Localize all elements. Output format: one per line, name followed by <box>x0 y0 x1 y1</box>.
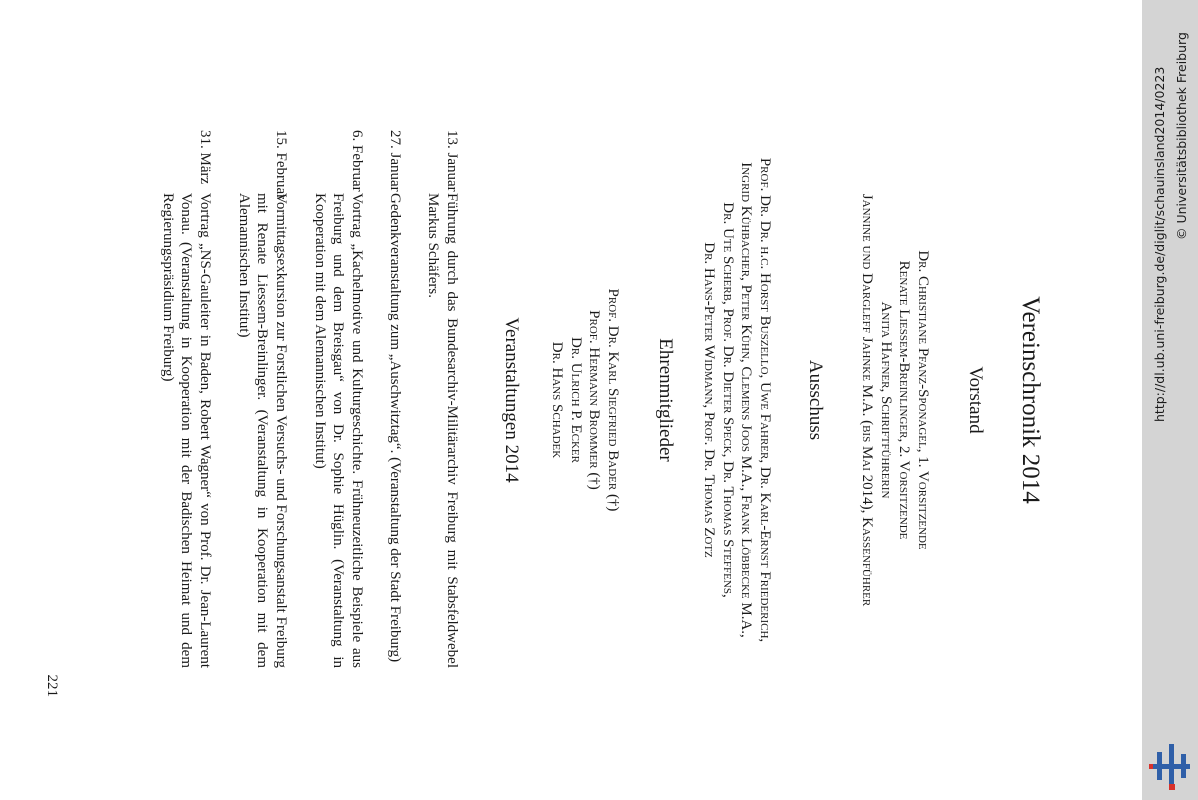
section-heading-ausschuss: Ausschuss <box>805 359 826 441</box>
ehrenmitglied-line: Prof. Dr. Karl Siegfried Bader (†) <box>605 288 621 512</box>
ausschuss-line: Ingrid Kühbacher, Peter Kühn, Clemens Joos M.A., Frank Löbbecke M.A., <box>738 162 755 638</box>
vorstand-line: Jannine und Dargleff Jahnke M.A. (bis Mai 2014), Kassenführer <box>859 193 876 607</box>
section-heading-vorstand: Vorstand <box>965 366 986 434</box>
event-text: Vormittagsexkursion zur Forstlichen Versuchs- und Forschungsanstalt Freiburg mit Renate Liessem-Breinlinger. (Veranstaltung in Kooperation mit dem Alemannischen Institut) <box>236 193 289 668</box>
event-text: Führung durch das Bundesarchiv-Militärarchiv Freiburg mit Stabsfeldwebel Markus Schäfers. <box>425 193 460 668</box>
event-date: 13. Januar <box>444 130 460 192</box>
logo-accent-square <box>1169 784 1175 790</box>
library-sidebar <box>1142 0 1198 800</box>
vorstand-list <box>858 0 932 800</box>
event-date: 15. Februar <box>273 130 289 200</box>
event-text: Vortrag „NS-Gauleiter in Baden, Robert Wagner“ von Prof. Dr. Jean-Laurent Vonau. (Veranstaltung in Kooperation mit der Badischen Heimat und dem Regierungspräsidium Freiburg) <box>160 193 213 668</box>
document-url-link[interactable]: http://dl.ub.uni-freiburg.de/diglit/schauinsland2014/0223 <box>1152 66 1167 422</box>
ehrenmitglied-line: Dr. Ulrich P. Ecker <box>568 337 584 463</box>
vorstand-line: Dr. Christiane Pfanz-Sponagel, 1. Vorsitzende <box>915 250 931 550</box>
vorstand-line: Anita Hafner, Schriftführerin <box>878 301 894 499</box>
ausschuss-line: Dr. Ute Scherb, Prof. Dr. Dieter Speck, Dr. Thomas Steffens, <box>720 202 736 598</box>
copyright-notice: © Universitätsbibliothek Freiburg <box>1174 32 1189 240</box>
ub-freiburg-logo-icon <box>1148 740 1194 792</box>
event-date: 27. Januar <box>387 130 403 192</box>
ehrenmitglied-line: Dr. Hans Schadek <box>549 341 566 459</box>
logo-accent-square <box>1149 764 1153 769</box>
logo-bar-vertical <box>1181 754 1186 778</box>
event-date: 6. Februar <box>349 130 365 192</box>
section-heading-veranstaltungen: Veranstaltungen 2014 <box>501 317 522 483</box>
ausschuss-line: Dr. Hans-Peter Widmann, Prof. Dr. Thomas Zotz <box>701 242 718 558</box>
vorstand-line: Renate Liessem-Breinlinger, 2. Vorsitzende <box>896 260 913 540</box>
document-title: Vereinschronik 2014 <box>1017 296 1044 504</box>
ehrenmitglied-line: Prof. Hermann Brommer (†) <box>586 310 603 490</box>
event-date: 31. März <box>197 130 213 185</box>
section-heading-ehrenmitglieder: Ehrenmitglieder <box>655 338 676 462</box>
ehrenmitglieder-list <box>548 0 622 800</box>
ausschuss-list <box>700 0 774 800</box>
event-text: Vortrag „Kachelmotive und Kulturgeschichte. Frühneuzeitliche Beispiele aus Freiburg und dem Breisgau“ von Dr. Sophie Hüglin. (Veranstaltung in Kooperation mit dem Alemannischen Institut) <box>312 193 365 668</box>
logo-bar-vertical <box>1169 744 1174 788</box>
page-number: 221 <box>44 674 60 697</box>
ausschuss-line: Prof. Dr. Dr. h.c. Horst Buszello, Uwe Fahrer, Dr. Karl-Ernst Friederich, <box>757 157 773 643</box>
event-text: Gedenkveranstaltung zum „Auschwitztag“. (Veranstaltung der Stadt Freiburg) <box>387 193 403 663</box>
logo-bar-vertical <box>1157 752 1162 780</box>
